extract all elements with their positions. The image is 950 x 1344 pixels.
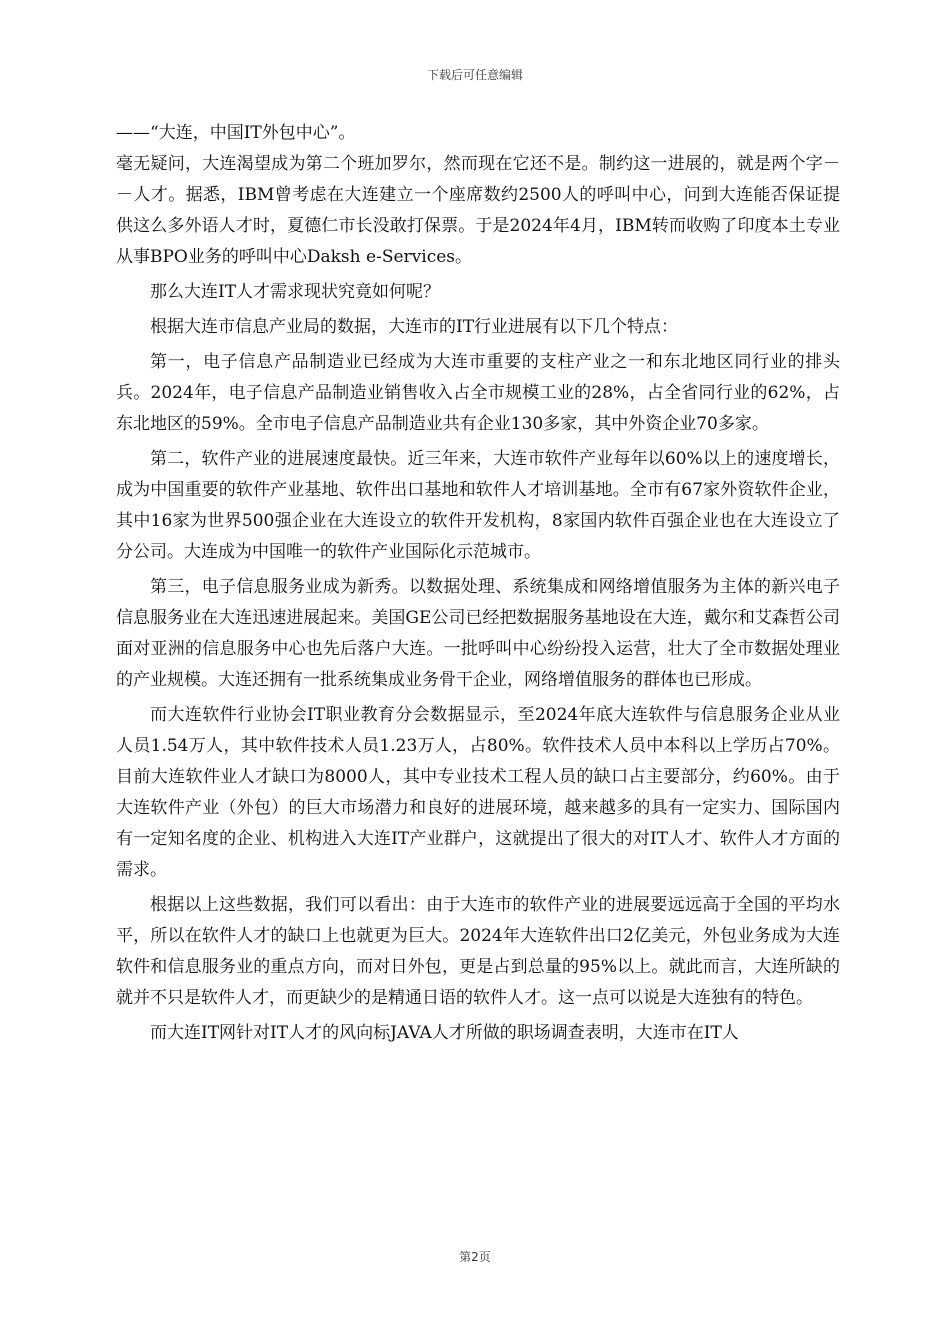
paragraph-survey: 而大连IT网针对IT人才的风向标JAVA人才所做的职场调查表明，大连市在IT人 bbox=[150, 1023, 739, 1043]
page-header: 下载后可任意编辑 bbox=[426, 68, 523, 82]
paragraph-no-doubt: 毫无疑问，大连渴望成为第二个班加罗尔，然而现在它还不是。制约这一进展的，就是两个字－－人才。据悉，IBM曾考虑在大连建立一个座席数约2500人的呼叫中心，问到大连能否保证提供这么多外语人才时，夏德仁市长没敢打保票。于是2024年4月，IBM转而收购了印度本土专业从事BPO业务的呼叫中心Daksh e-Services。 bbox=[116, 154, 840, 267]
paragraph-conclusion: 根据以上这些数据，我们可以看出：由于大连市的软件产业的进展要远远高于全国的平均水平，所以在软件人才的缺口上也就更为巨大。2024年大连软件出口2亿美元，外包业务成为大连软件和信息服务业的重点方向，而对日外包，更是占到总量的95%以上。就此而言，大连所缺的就并不只是软件人才，而更缺少的是精通日语的软件人才。这一点可以说是大连独有的特色。 bbox=[116, 895, 840, 1008]
paragraph-features-intro: 根据大连市信息产业局的数据，大连市的IT行业进展有以下几个特点： bbox=[150, 317, 679, 337]
paragraph-third: 第三，电子信息服务业成为新秀。以数据处理、系统集成和网络增值服务为主体的新兴电子信息服务业在大连迅速进展起来。美国GE公司已经把数据服务基地设在大连，戴尔和艾森哲公司面对亚洲的信息服务中心也先后落户大连。一批呼叫中心纷纷投入运营，壮大了全市数据处理业的产业规模。大连还拥有一批系统集成业务骨干企业，网络增值服务的群体也已形成。 bbox=[116, 577, 840, 690]
paragraph-quote-line: ——“大连，中国IT外包中心”。 bbox=[116, 123, 356, 143]
paragraph-association-data: 而大连软件行业协会IT职业教育分会数据显示，至2024年底大连软件与信息服务企业从业人员1.54万人，其中软件技术人员1.23万人，占80%。软件技术人员中本科以上学历占70%。目前大连软件业人才缺口为8000人，其中专业技术工程人员的缺口占主要部分，约60%。由于大连软件产业（外包）的巨大市场潜力和良好的进展环境，越来越多的具有一定实力、国际国内有一定知名度的企业、机构进入大连IT产业群户，这就提出了很大的对IT人才、软件人才方面的需求。 bbox=[116, 705, 840, 880]
page-number: 第2页 bbox=[459, 1250, 491, 1264]
document-body bbox=[116, 118, 840, 1049]
paragraph-second: 第二，软件产业的进展速度最快。近三年来，大连市软件产业每年以60%以上的速度增长，成为中国重要的软件产业基地、软件出口基地和软件人才培训基地。全市有67家外资软件企业，其中16家为世界500强企业在大连设立的软件开发机构，8家国内软件百强企业也在大连设立了分公司。大连成为中国唯一的软件产业国际化示范城市。 bbox=[116, 449, 840, 562]
paragraph-question: 那么大连IT人才需求现状究竟如何呢？ bbox=[150, 282, 441, 302]
paragraph-first: 第一，电子信息产品制造业已经成为大连市重要的支柱产业之一和东北地区同行业的排头兵。2024年，电子信息产品制造业销售收入占全市规模工业的28%，占全省同行业的62%，占东北地区的59%。全市电子信息产品制造业共有企业130多家，其中外资企业70多家。 bbox=[116, 352, 840, 434]
